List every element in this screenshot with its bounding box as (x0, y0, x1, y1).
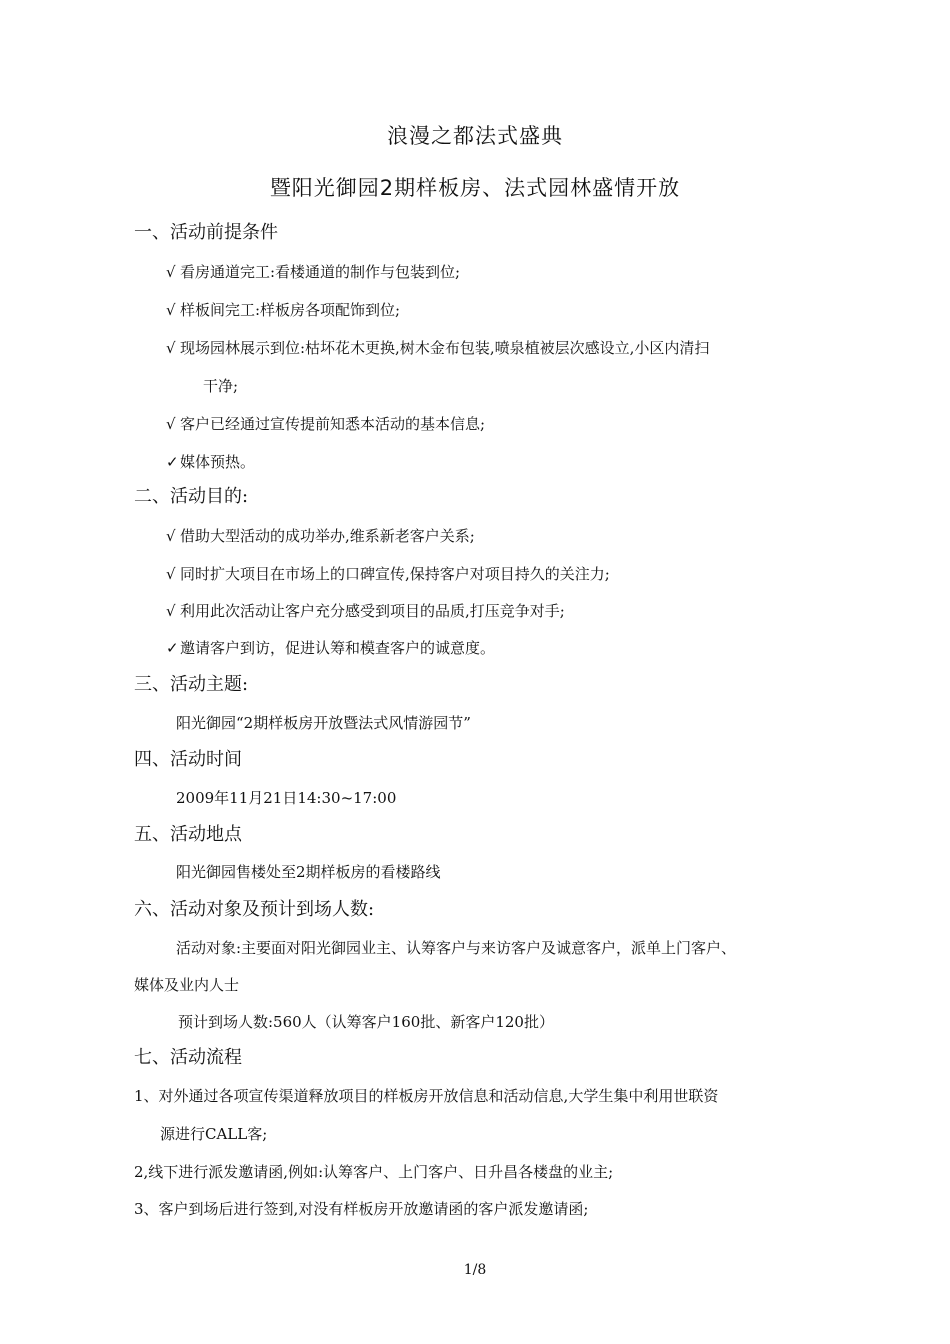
list-item: 3、客户到场后进行签到,对没有样板房开放邀请函的客户派发邀请函; (134, 1200, 589, 1218)
section-heading-theme: 三、活动主题: (134, 674, 249, 695)
list-item: √ 现场园林展示到位:枯坏花木更换,树木金布包装,喷泉植被层次感设立,小区内清扫 (166, 339, 710, 357)
list-item: √ 客户已经通过宣传提前知悉本活动的基本信息; (166, 415, 486, 433)
check-icon: √ (166, 415, 176, 433)
list-item: ✓邀请客户到访，促进认筹和模查客户的诚意度。 (166, 639, 496, 657)
check-icon: √ (166, 263, 176, 281)
page-number: 1/8 (463, 1262, 487, 1278)
check-icon: ✓ (166, 639, 179, 657)
check-icon: √ (166, 565, 176, 583)
section-heading-prerequisites: 一、活动前提条件 (134, 222, 278, 243)
list-item: √ 看房通道完工:看楼通道的制作与包装到位; (166, 263, 461, 281)
check-icon: √ (166, 527, 176, 545)
list-item: √ 借助大型活动的成功举办,维系新老客户关系; (166, 527, 475, 545)
check-icon: √ (166, 301, 176, 319)
check-icon: √ (166, 602, 176, 620)
list-item: √ 利用此次活动让客户充分感受到项目的品质,打压竞争对手; (166, 602, 565, 620)
section-heading-goals: 二、活动目的: (134, 486, 249, 507)
list-item: √ 同时扩大项目在市场上的口碑宣传,保持客户对项目持久的关注力; (166, 565, 610, 583)
section-heading-audience: 六、活动对象及预计到场人数: (134, 899, 375, 920)
check-icon: ✓ (166, 453, 179, 471)
section-text: 阳光御园“2期样板房开放暨法式风情游园节” (176, 714, 471, 732)
list-item-continuation: 源进行CALL客; (160, 1125, 268, 1143)
section-heading-time: 四、活动时间 (134, 749, 242, 770)
check-icon: √ (166, 339, 176, 357)
list-item-continuation: 干净; (203, 377, 239, 395)
list-item: 1、对外通过各项宣传渠道释放项目的样板房开放信息和活动信息,大学生集中利用世联资 (134, 1087, 719, 1105)
section-heading-location: 五、活动地点 (134, 824, 242, 845)
section-text: 2009年11月21日14:30~17:00 (176, 789, 397, 807)
section-text-continuation: 媒体及业内人士 (134, 976, 240, 994)
document-subtitle: 暨阳光御园2期样板房、法式园林盛情开放 (269, 176, 681, 200)
list-item: √ 样板间完工:样板房各项配饰到位; (166, 301, 401, 319)
section-text: 活动对象:主要面对阳光御园业主、认筹客户与来访客户及诚意客户，派单上门客户、 (176, 939, 737, 957)
list-item: ✓媒体预热。 (166, 453, 256, 471)
section-text: 阳光御园售楼处至2期样板房的看楼路线 (176, 863, 441, 881)
document-title: 浪漫之都法式盛典 (387, 124, 563, 148)
list-item: 2,线下进行派发邀请函,例如:认筹客户、上门客户、日升昌各楼盘的业主; (134, 1163, 614, 1181)
section-text: 预计到场人数:560人（认筹客户160批、新客户120批） (178, 1013, 554, 1031)
section-heading-process: 七、活动流程 (134, 1047, 242, 1068)
